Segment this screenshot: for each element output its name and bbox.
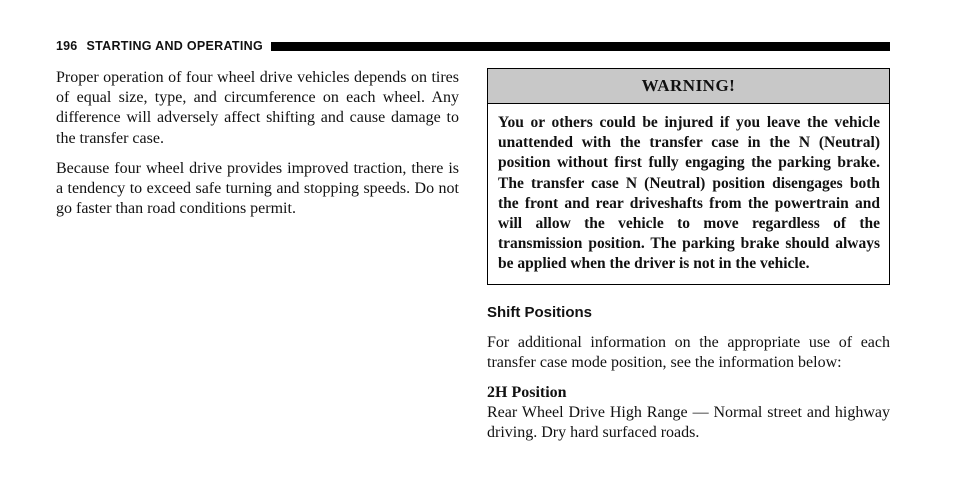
warning-box [487, 68, 890, 285]
page-number: 196 [56, 39, 78, 53]
page-header [56, 38, 890, 54]
paragraph-traction: Because four wheel drive provides improved traction, there is a tendency to exceed safe turning and stopping speeds. Do not go faster than road conditions permit. [56, 159, 459, 218]
position-2h-description: Rear Wheel Drive High Range — Normal street and highway driving. Dry hard surfaced roads. [487, 404, 890, 442]
position-2h-title: 2H Position [487, 384, 567, 402]
warning-title: WARNING! [488, 69, 889, 104]
paragraph-tires: Proper operation of four wheel drive vehicles depends on tires of equal size, type, and circumference on each wheel. Any difference will adversely affect shifting and cause damage to the transfer case. [56, 69, 459, 147]
shift-positions-intro: For additional information on the appropriate use of each transfer case mode position, see the information below: [487, 333, 890, 371]
section-title: STARTING AND OPERATING [86, 39, 263, 53]
left-column [56, 68, 459, 229]
shift-positions-heading: Shift Positions [487, 303, 592, 321]
header-rule [271, 42, 890, 51]
warning-text: You or others could be injured if you leave the vehicle unattended with the transfer case in the N (Neutral) position without first fully engaging the parking brake. The transfer case N (Neutral) position disengages both the front and rear driveshafts from the powertrain and will allow the vehicle to move regardless of the transmission position. The parking brake should always be applied when the driver is not in the vehicle. [498, 114, 880, 273]
right-column [487, 68, 890, 444]
